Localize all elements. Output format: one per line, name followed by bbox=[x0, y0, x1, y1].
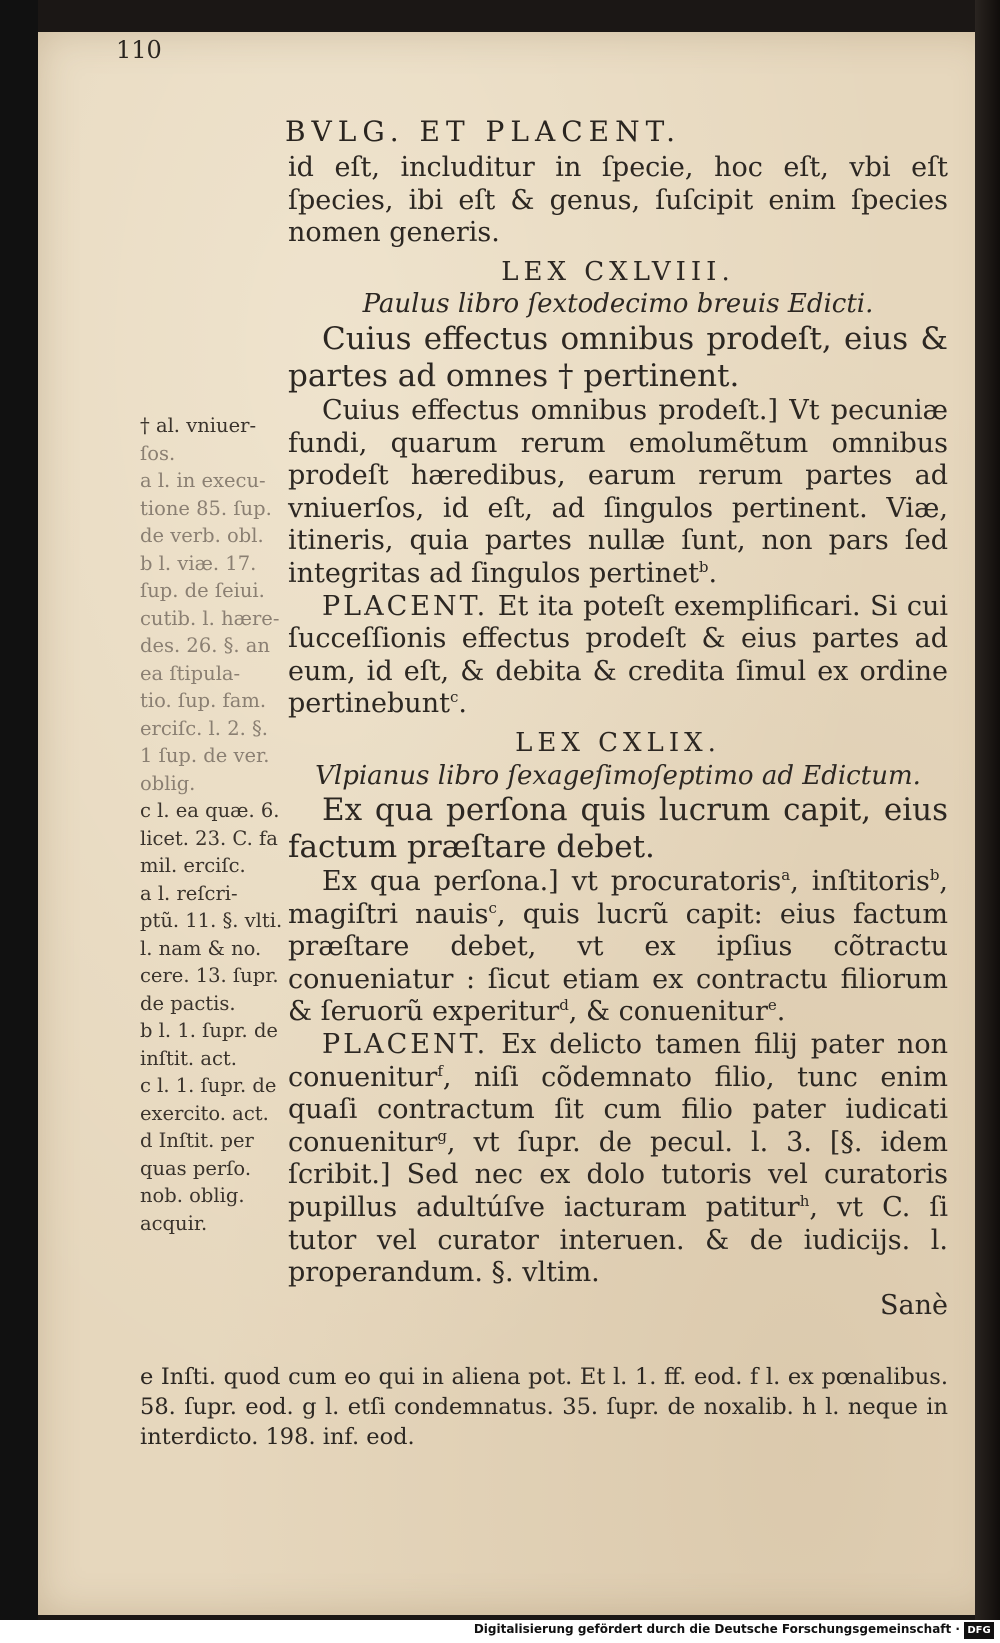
margin-note: ſup. de ſeiui. bbox=[140, 579, 265, 602]
margin-note: d Inſtit. per bbox=[140, 1129, 254, 1152]
footer-credit: Digitalisierung gefördert durch die Deutsche Forschungsgemeinschaft · bbox=[473, 1622, 960, 1636]
margin-note: tione 85. ſup. bbox=[140, 496, 272, 520]
margin-note: l. nam & no. bbox=[140, 936, 262, 960]
margin-note: quas perſo. bbox=[140, 1156, 252, 1180]
lex-148-text: Cuius effectus omnibus prodeſt, eius & partes ad omnes † pertinent. bbox=[288, 320, 948, 394]
margin-note: c l. ea quæ. 6. bbox=[140, 799, 280, 822]
paragraph-continuation: id eſt, includitur in ſpecie, hoc eſt, vbi eſt ſpecies, ibi eſt & genus, ſuſcipit enim ſpecies nomen generis. bbox=[288, 152, 948, 249]
lex-149-gloss: Ex qua perſona.] vt procuratoris$^a$, inſtitoris$^b$, magiſtri nauis$^c$, quis lucrũ capit: eius factum præſtare debet, vt ex ipſius cõtractu conueniatur : ſicut etiam ex contractu filiorum & ſeruorũ experitur$^d$, & conuenitur$^e$. bbox=[288, 866, 949, 1028]
margin-note: b l. viæ. 17. bbox=[140, 551, 257, 575]
margin-note: des. 26. §. an bbox=[140, 634, 270, 657]
margin-notes bbox=[140, 412, 290, 1237]
lex-149-heading: LEX CXLIX. bbox=[515, 727, 721, 758]
margin-note: 1 ſup. de ver. bbox=[140, 744, 270, 767]
margin-note: cutib. l. hære- bbox=[140, 606, 280, 630]
left-dark-edge bbox=[0, 0, 38, 1643]
margin-note: b l. 1. ſupr. de bbox=[140, 1019, 278, 1042]
margin-note: oblig. bbox=[140, 771, 196, 795]
lex-148-placent: PLACENT. Et ita poteſt exemplificari. Si cui ſucceſſionis effectus prodeſt & eius partes ad eum, id eſt, & debita & credita ſimul ex ordine pertinebunt$^c$. bbox=[288, 590, 948, 720]
margin-note: a l. in execu- bbox=[140, 469, 266, 492]
catchword: Sanè bbox=[880, 1289, 948, 1321]
margin-note: de pactis. bbox=[140, 991, 236, 1015]
book-page bbox=[38, 32, 995, 1615]
lex-148-source: Paulus libro ſextodecimo breuis Edicti. bbox=[362, 289, 874, 320]
lex-148-gloss: Cuius effectus omnibus prodeſt.] Vt pecuniæ fundi, quarum rerum emolumẽtum omnibus prodeſt hæredibus, earum rerum partes ad vniuerſos, id eſt, ad ſingulos pertinent. Viæ, itineris, quia partes nullæ ſunt, non pars ſed integritas ad ſingulos pertinet$^b$. bbox=[288, 394, 948, 589]
margin-note: cere. 13. ſupr. bbox=[140, 964, 279, 987]
lex-149-text: Ex qua perſona quis lucrum capit, eius factum præſtare debet. bbox=[288, 792, 948, 866]
margin-note: † al. vniuer- bbox=[140, 414, 257, 437]
margin-note: exercito. act. bbox=[140, 1101, 269, 1125]
footnotes-text: e Inſti. quod cum eo qui in aliena pot. Et l. 1. ff. eod. f l. ex pœnalibus. 58. ſupr. eod. g l. etſi condemnatus. 35. ſupr. de noxalib. h l. neque in interdicto. 198. inf. eod. bbox=[140, 1364, 948, 1450]
margin-note: a l. reſcri- bbox=[140, 881, 238, 905]
margin-note: mil. erciſc. bbox=[140, 854, 246, 877]
margin-note: tio. ſup. fam. bbox=[140, 689, 267, 712]
margin-note: nob. oblig. bbox=[140, 1184, 245, 1207]
digitization-footer bbox=[0, 1620, 1000, 1643]
margin-note: erciſc. l. 2. §. bbox=[140, 716, 268, 740]
margin-note: ſos. bbox=[140, 441, 176, 465]
main-text-block bbox=[288, 152, 948, 1322]
margin-note: ptũ. 11. §. vlti. bbox=[140, 909, 283, 932]
margin-note: licet. 23. C. fa bbox=[140, 826, 278, 850]
margin-note: ea ſtipula- bbox=[140, 661, 241, 685]
lex-149-placent: PLACENT. Ex delicto tamen filij pater non conuenitur$^f$, niſi cõdemnato filio, tunc enim quaſi contractum ſit cum filio pater iudicati conuenitur$^g$, vt ſupr. de pecul. l. 3. [§. idem ſcribit.] Sed nec ex dolo tutoris vel curatoris pupillus adultúſve iacturam patitur$^h$, vt C. ſi tutor vel curator interuen. & de iudicijs. l. properandum. §. vltim. bbox=[288, 1029, 949, 1289]
lex-148-heading: LEX CXLVIII. bbox=[501, 256, 735, 287]
running-head: BVLG. ET PLACENT. bbox=[284, 115, 682, 148]
page-number: 110 bbox=[116, 36, 162, 64]
margin-note: de verb. obl. bbox=[140, 524, 264, 547]
book-spine-edge bbox=[975, 0, 1000, 1643]
footnotes-block bbox=[140, 1362, 948, 1452]
margin-note: acquir. bbox=[140, 1211, 208, 1235]
dfg-logo: DFG bbox=[964, 1622, 994, 1639]
margin-note: inſtit. act. bbox=[140, 1046, 237, 1070]
margin-note: c l. 1. ſupr. de bbox=[140, 1074, 277, 1097]
lex-149-source: Vlpianus libro ſexageſimoſeptimo ad Edictum. bbox=[315, 760, 921, 791]
